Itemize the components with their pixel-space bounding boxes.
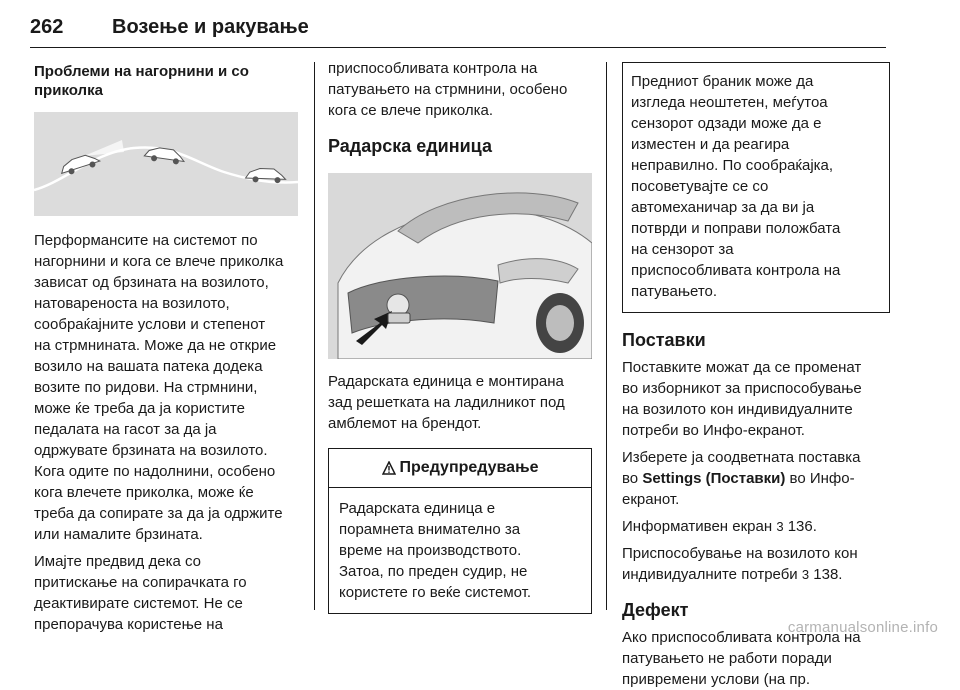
page-number: 262 — [30, 16, 64, 38]
column-3 — [622, 62, 890, 690]
page-ref-arrow-icon: 3 — [801, 567, 810, 582]
personalization-ref: Приспособување на возилото кон индивидуалните потреби 3 138. — [622, 545, 858, 583]
continued-paragraph: приспособливата контрола на патувањето на стрмнини, особено кога се влече приколка. — [328, 60, 568, 119]
car-front-radar-illustration — [328, 173, 592, 359]
warning-body: Радарската единица е порамнета внимателно за време на производството. Затоа, по преден судир, не користете го веќе системот. — [339, 500, 532, 601]
warning-box — [328, 448, 592, 614]
hills-paragraph: Перформансите на системот по нагорнини и кога се влече приколка зависат од брзината на возилото, натовареноста на возилото, сообраќајните услови и степенот на стрмнината. Може да не открие возило на вашата патека додека возите по ридови. На стрмнини, може ќе треба да ја користите педалата на гасот за да ја одржувате брзината на возилото. Кога одите по надолнини, особено кога влечете приколка, може ќе треба да сопирате за да ја одржите или намалите брзината. — [34, 232, 284, 543]
settings-menu-term: Settings (Поставки) — [642, 470, 786, 487]
page-ref-arrow-icon: 3 — [776, 519, 784, 534]
column-divider-1 — [314, 62, 315, 610]
settings-paragraph: Поставките можат да се променат во изборникот за приспособување на возилото кон индивидуалните потреби во Инфо-екранот. — [622, 359, 862, 439]
settings-select-paragraph: Изберете ја соодветната поставка во Settings (Поставки) во Инфо- екранот. — [622, 449, 861, 508]
column-divider-2 — [606, 62, 607, 610]
column-1 — [34, 62, 300, 635]
hill-cars-illustration — [34, 112, 298, 216]
page-heading: Возење и ракување — [112, 16, 309, 38]
brake-paragraph: Имајте предвид дека со притискање на сопирачката го деактивирате системот. Не се препорачува користење на — [34, 553, 247, 633]
warning-title: Предупредување — [399, 459, 539, 476]
fault-paragraph: Ако приспособливата контрола на патувањето не работи поради привремени услови (на пр. — [622, 629, 861, 688]
page-header — [30, 8, 886, 48]
fault-heading: Дефект — [622, 600, 689, 620]
warning-header — [329, 449, 591, 488]
column-2 — [328, 58, 592, 614]
radar-caption: Радарската единица е монтирана зад решетката на ладилникот под амблемот на брендот. — [328, 373, 565, 432]
bumper-note-box: Предниот браник може да изгледа неоштетен, меѓутоа сензорот одзади може да е изместен и да реагира неправилно. По сообраќајка, посоветувајте се со автомеханичар за да ви ја потврди и поправи положбата на сензорот за приспособливата контрола на патувањето. — [622, 62, 890, 313]
section-title-hills: Проблеми на нагорнини и со приколка — [34, 63, 249, 99]
settings-heading: Поставки — [622, 330, 706, 350]
radar-unit-heading: Радарска единица — [328, 136, 492, 156]
warning-triangle-icon — [382, 461, 396, 475]
watermark: carmanualsonline.info — [787, 619, 938, 636]
info-display-ref: Информативен екран 3 136. — [622, 518, 817, 535]
